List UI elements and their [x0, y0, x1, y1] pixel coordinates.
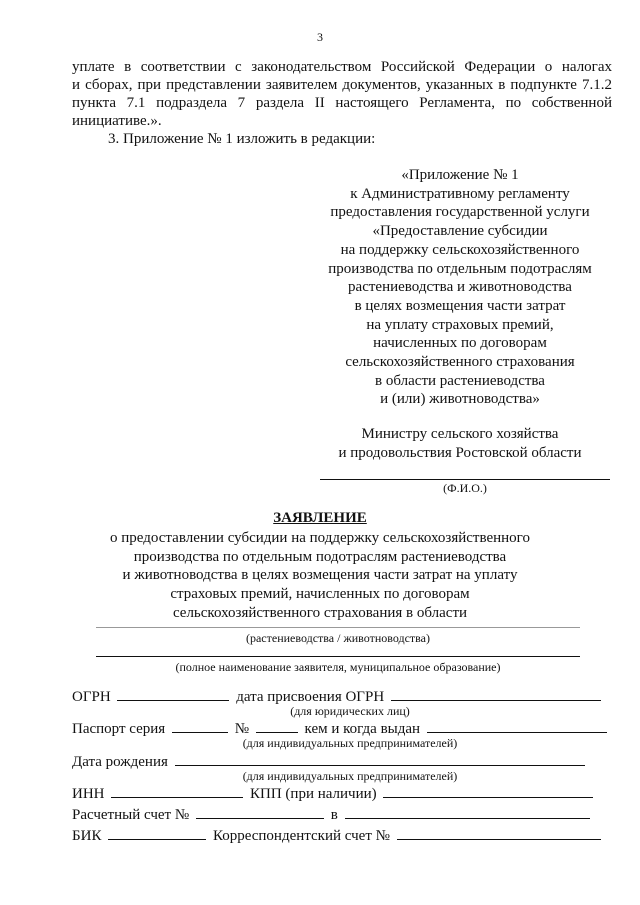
ogrn-date-label: дата присвоения ОГРН [236, 689, 385, 705]
addressee-line: Министру сельского хозяйства [361, 426, 559, 442]
intro-line: и сборах, при представлении заявителем документов, указанных в подпункте 7.1.2 [72, 77, 612, 93]
branch-hint: (растениеводства / животноводства) [245, 631, 431, 645]
ogrn-date-field[interactable] [391, 686, 601, 701]
passport-series-label: Паспорт серия [72, 721, 166, 737]
annex-line: на поддержку сельскохозяйственного [340, 241, 580, 258]
bik-row [72, 825, 604, 845]
passport-issued-field[interactable] [427, 718, 607, 733]
page-number: 3 [317, 30, 323, 44]
ogrn-row [72, 686, 604, 706]
kpp-label: КПП (при наличии) [250, 786, 377, 802]
description-line: страховых премий, начисленных по договорам [170, 586, 470, 603]
inn-field[interactable] [111, 783, 243, 798]
hint-legal: (для юридических лиц) [290, 704, 410, 718]
intro-line: уплате в соответствии с законодательством Российской Федерации о налогах [72, 59, 612, 75]
intro-paragraph [72, 58, 612, 130]
kpp-field[interactable] [383, 783, 593, 798]
annex-line: и (или) животноводства» [380, 391, 540, 408]
annex-line: на уплату страховых премий, [366, 316, 554, 333]
birthdate-row [72, 751, 588, 771]
bank-field[interactable] [345, 804, 590, 819]
fio-label: (Ф.И.О.) [443, 481, 487, 495]
intro-line: инициативе.». [72, 113, 162, 129]
passport-number-field[interactable] [256, 718, 298, 733]
annex-line: предоставления государственной услуги [330, 204, 590, 221]
description-line: и животноводства в целях возмещения части затрат на уплату [122, 567, 518, 584]
account-label: Расчетный счет № [72, 807, 190, 823]
annex-line: «Предоставление субсидии [372, 223, 548, 240]
applicant-line[interactable] [96, 656, 580, 657]
annex-line: сельскохозяйственного страхования [345, 354, 575, 371]
annex-line: к Административному регламенту [350, 185, 570, 202]
ogrn-label: ОГРН [72, 689, 111, 705]
hint-ip-2: (для индивидуальных предпринимателей) [242, 769, 458, 783]
addressee-line: и продовольствия Ростовской области [338, 444, 582, 461]
branch-line[interactable] [96, 627, 580, 628]
bik-field[interactable] [108, 825, 206, 840]
account-field[interactable] [196, 804, 324, 819]
annex-line: производства по отдельным подотраслям [328, 260, 592, 277]
intro-line: пункта 7.1 подраздела 7 раздела II настоящего Регламента, по собственной [72, 95, 612, 111]
ogrn-field[interactable] [117, 686, 229, 701]
birthdate-field[interactable] [175, 751, 585, 766]
bik-label: БИК [72, 828, 102, 844]
fio-line [320, 479, 610, 480]
hint-ip-1: (для индивидуальных предпринимателей) [242, 736, 458, 750]
bank-label: в [330, 807, 338, 823]
inn-row [72, 783, 596, 803]
description-line: сельскохозяйственного страхования в области [172, 604, 468, 621]
birthdate-label: Дата рождения [72, 754, 168, 770]
corr-account-label: Корреспондентский счет № [212, 828, 390, 844]
passport-number-label: № [234, 721, 250, 737]
passport-series-field[interactable] [172, 718, 228, 733]
annex-line: в целях возмещения части затрат [354, 297, 566, 314]
description-block [60, 529, 580, 623]
document-title: ЗАЯВЛЕНИЕ [273, 510, 367, 526]
annex-line: «Приложение № 1 [401, 167, 519, 183]
corr-account-field[interactable] [397, 825, 601, 840]
description-line: о предоставлении субсидии на поддержку сельскохозяйственного [110, 530, 530, 546]
account-row [72, 804, 593, 824]
inn-label: ИНН [72, 786, 105, 802]
passport-issued-label: кем и когда выдан [304, 721, 421, 737]
annex-line: начисленных по договорам [373, 335, 547, 352]
annex-line: растениеводства и животноводства [348, 279, 572, 296]
annex-line: в области растениеводства [375, 372, 545, 389]
description-line: производства по отдельным подотраслям растениеводства [133, 548, 507, 565]
applicant-hint: (полное наименование заявителя, муниципальное образование) [175, 660, 501, 674]
annex-header [300, 166, 620, 409]
passport-row [72, 718, 610, 738]
addressee-block [300, 425, 620, 462]
item-3-text: 3. Приложение № 1 изложить в редакции: [108, 131, 376, 147]
